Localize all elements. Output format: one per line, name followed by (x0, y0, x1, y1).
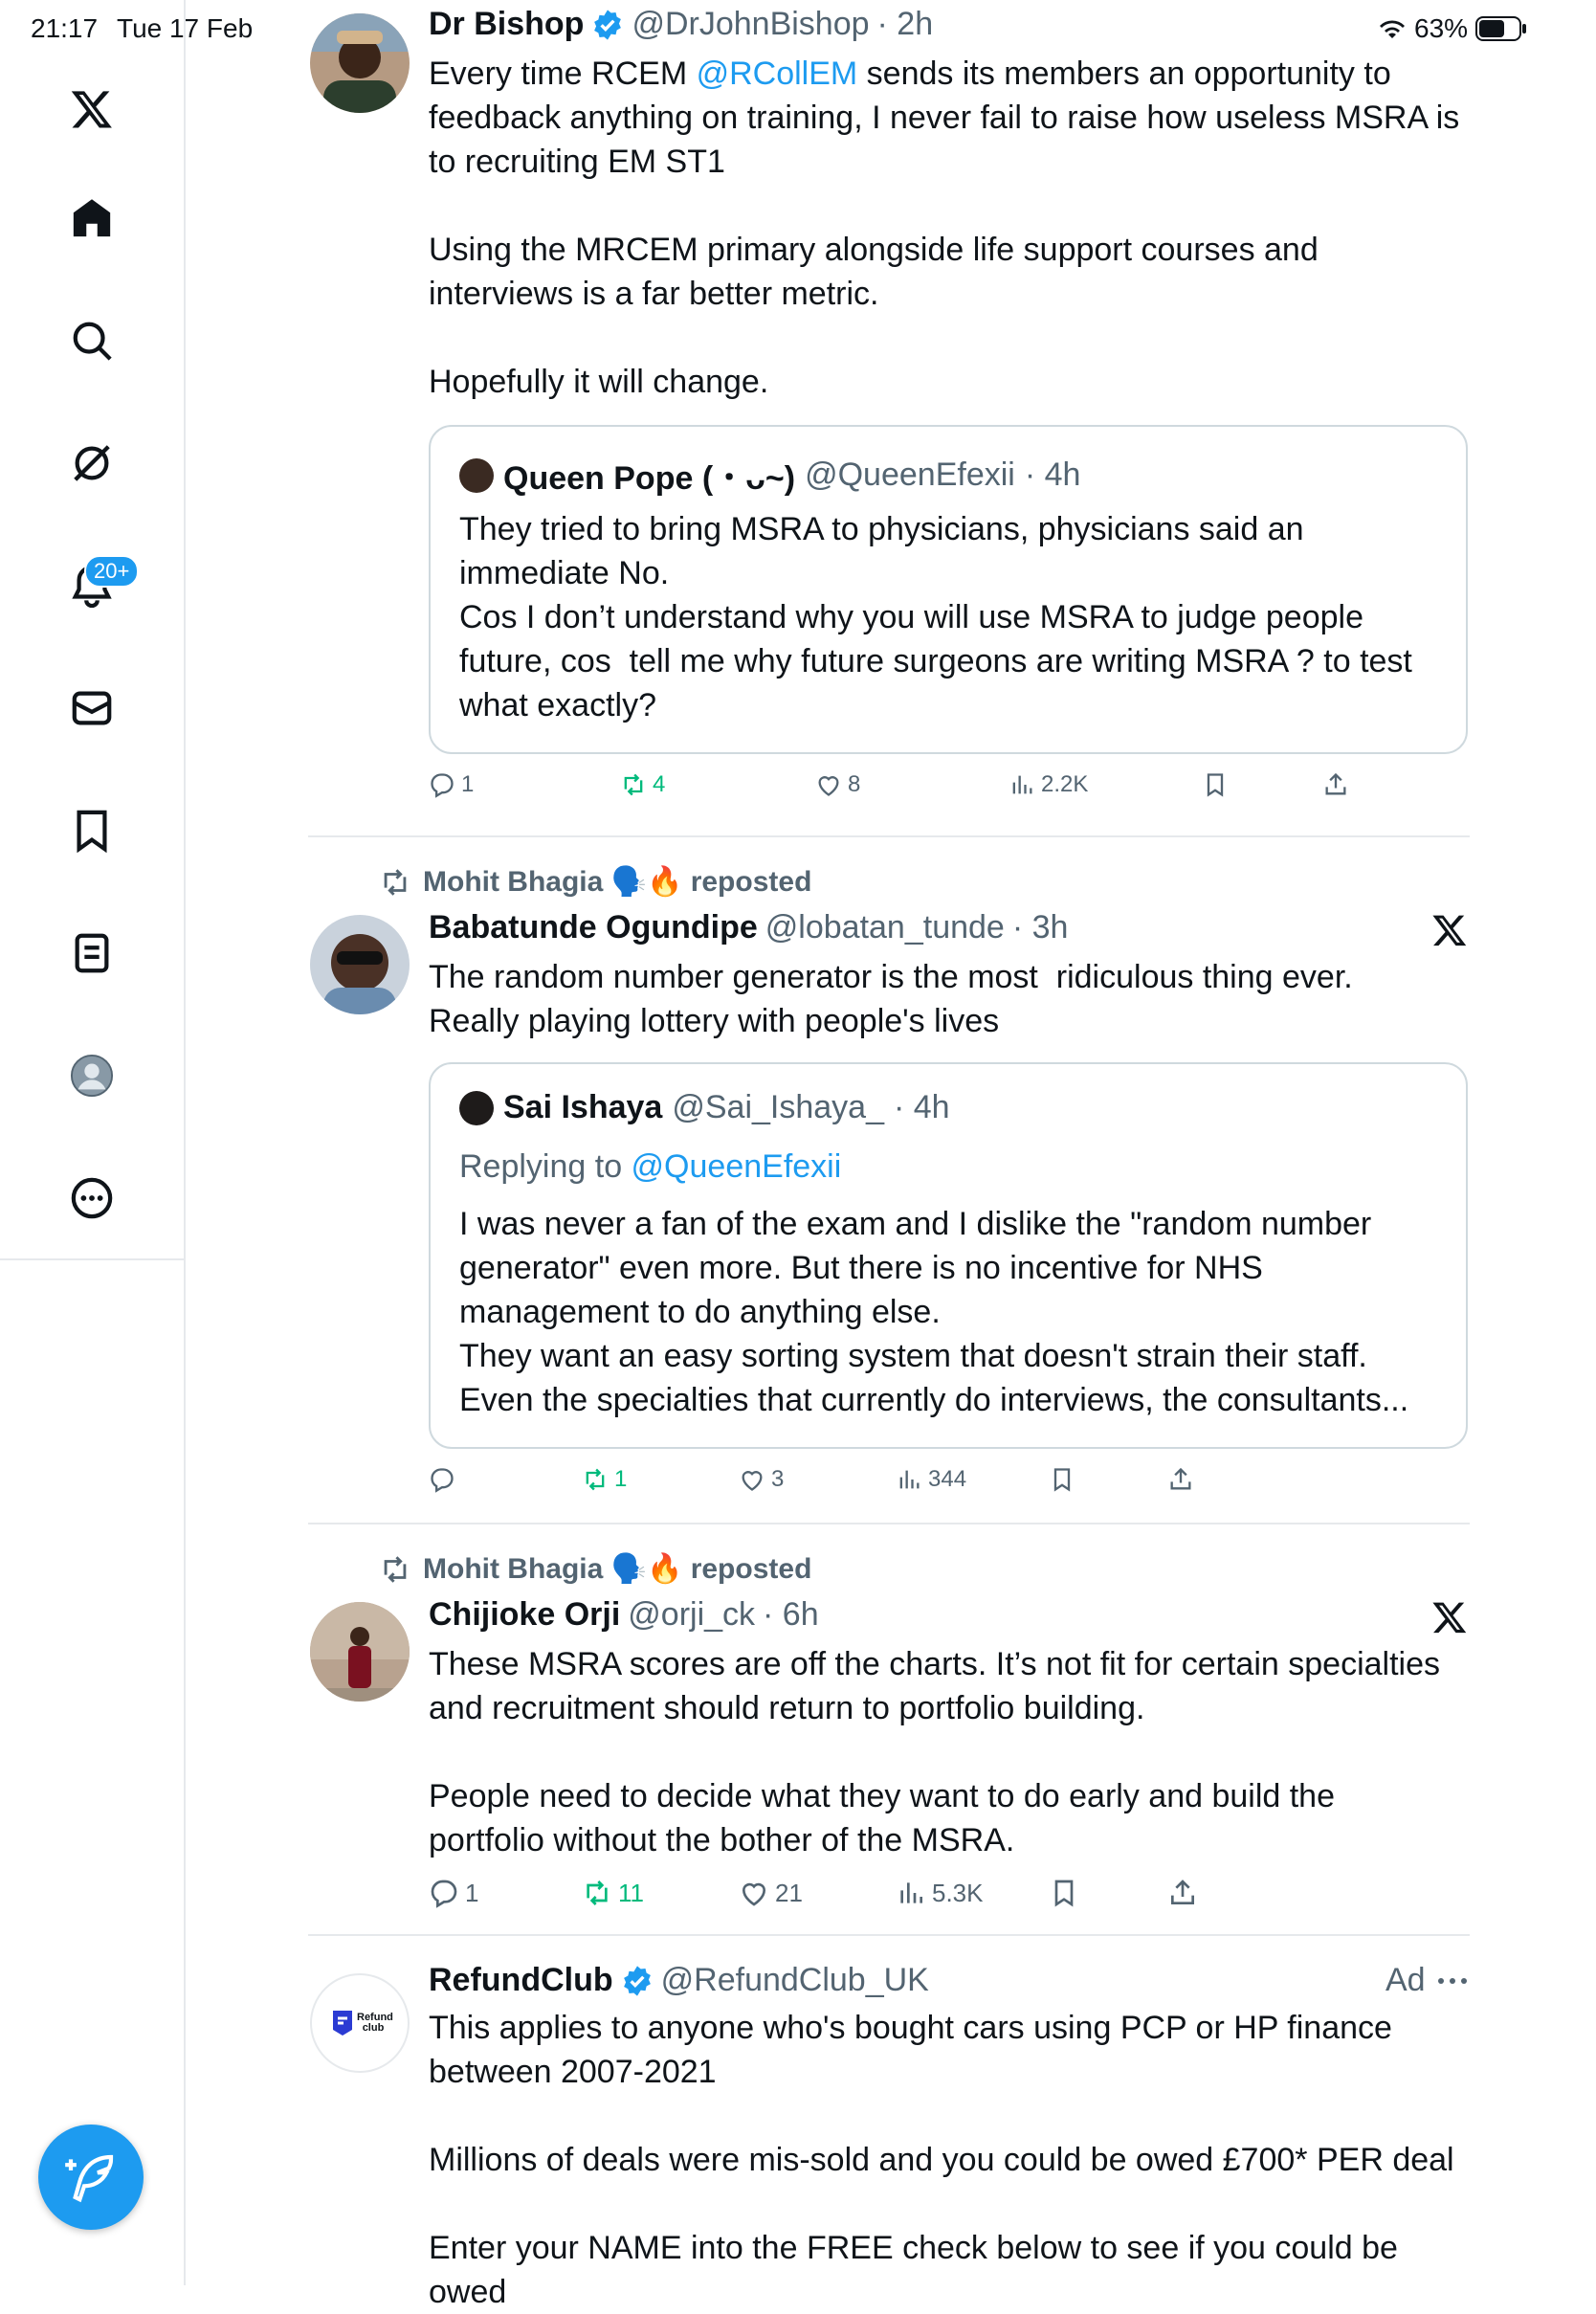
tweet-3-avatar[interactable] (310, 1602, 410, 1702)
tweet-3-text: These MSRA scores are off the charts. It’s not fit for certain specialties and recruitment should return to portfolio building. People need to decide what they want to do early and build the portfolio without the bother of the MSRA. (429, 1646, 1440, 1858)
refundclub-logo-text: Refund club (357, 2012, 393, 2034)
tweet-2-time: · 3h (1011, 909, 1069, 946)
search-icon[interactable] (67, 316, 117, 366)
status-time: 21:17 (31, 13, 99, 43)
tweet-2-quote-header (459, 1089, 950, 1126)
repost-count: 4 (653, 771, 666, 797)
tweet-1-handle[interactable]: @DrJohnBishop (632, 6, 870, 42)
tweet-1-text-after: sends its members an opportunity to feedback anything on training, I never fail to raise how useless MSRA is to recruiting EM ST1 Using the MRCEM primary alongside life support courses and interviews is a far better metric. Hopefully it will change. (429, 56, 1460, 400)
profile-avatar-icon[interactable] (67, 1051, 117, 1101)
views-chart-icon (896, 1878, 926, 1908)
tweet-4-handle[interactable]: @RefundClub_UK (660, 1962, 929, 1998)
bookmarks-icon[interactable] (67, 806, 117, 856)
repost-button[interactable] (582, 1466, 627, 1493)
x-logo-icon (1431, 1599, 1468, 1635)
views-chart-icon (896, 1466, 922, 1493)
tweet-1-time: · 2h (876, 6, 934, 42)
views-button[interactable] (896, 1466, 966, 1493)
messages-icon[interactable] (67, 683, 117, 733)
reply-button[interactable] (429, 771, 474, 798)
reply-icon (429, 1878, 459, 1908)
bookmark-button[interactable] (1049, 1466, 1075, 1493)
verified-badge-icon (591, 9, 624, 41)
reply-count: 1 (465, 1878, 479, 1907)
more-options-icon[interactable] (1437, 1975, 1468, 1987)
bookmark-button[interactable] (1049, 1878, 1079, 1908)
heart-icon (815, 771, 842, 798)
tweet-3-header (429, 1596, 819, 1634)
bookmark-icon (1202, 771, 1229, 798)
quote-time: · 4h (1024, 456, 1081, 493)
quote-replying-label: Replying to (459, 1148, 632, 1185)
repost-count: 1 (614, 1466, 628, 1492)
tweet-2-avatar[interactable] (310, 915, 410, 1014)
quote-handle: @Sai_Ishaya_ (672, 1089, 884, 1125)
tweet-divider (308, 835, 1470, 837)
tweet-2-actions (429, 1466, 1481, 1504)
share-button[interactable] (1167, 1878, 1198, 1908)
tweet-1-avatar[interactable] (310, 13, 410, 113)
quote-text: I was never a fan of the exam and I dislike the "random number generator" even more. But there is no incentive for NHS management to do anything else. They want an easy sorting system that doesn't strain their staff. Even the specialties that currently do interviews, the consultants... (459, 1206, 1409, 1418)
repost-icon (582, 1466, 609, 1493)
tweet-4-name[interactable]: RefundClub (429, 1962, 613, 1998)
tweet-2-quote[interactable] (429, 1062, 1468, 1449)
tweet-1-actions (429, 771, 1481, 810)
tweet-3-repost-by[interactable]: Mohit Bhagia 🗣️🔥 reposted (423, 1553, 812, 1585)
tweet-2-header (429, 909, 1068, 946)
reply-button[interactable] (429, 1878, 478, 1908)
tweet-2-text: The random number generator is the most ridiculous thing ever. Really playing lottery with people's lives (429, 959, 1353, 1039)
reply-icon (429, 771, 455, 798)
ad-label: Ad (1385, 1962, 1426, 1998)
bookmark-icon (1049, 1466, 1075, 1493)
refundclub-logo-icon (330, 2009, 355, 2037)
status-battery: 63% (1414, 13, 1469, 43)
status-icons (1378, 13, 1527, 44)
tweet-1-text (429, 52, 1481, 404)
tweet-3-name[interactable]: Chijioke Orji (429, 1596, 621, 1633)
tweet-divider (308, 1934, 1470, 1936)
repost-button[interactable] (582, 1878, 644, 1908)
views-count: 344 (928, 1466, 967, 1492)
quote-text: They tried to bring MSRA to physicians, physicians said an immediate No. Cos I don’t understand why you will use MSRA to judge people future, cos tell me why future surgeons are writing MSRA ? to test what exactly? (459, 511, 1412, 723)
quote-replying-to[interactable]: @QueenEfexii (631, 1148, 842, 1185)
sidebar (0, 0, 186, 1260)
tweet-3-repost-context (379, 1552, 811, 1586)
notifications-badge: 20+ (84, 555, 139, 588)
tweet-1-mention[interactable]: @RCollEM (696, 56, 858, 92)
wifi-icon (1378, 17, 1407, 40)
share-icon (1167, 1878, 1198, 1908)
tweet-1-quote[interactable] (429, 425, 1468, 754)
tweet-1-quote-header (459, 452, 1080, 499)
repost-button[interactable] (620, 771, 665, 798)
home-icon[interactable] (67, 193, 117, 243)
repost-icon (379, 1553, 411, 1586)
bookmark-button[interactable] (1202, 771, 1229, 798)
repost-count: 11 (618, 1878, 644, 1907)
status-date: Tue 17 Feb (117, 13, 254, 43)
tweet-1-name[interactable]: Dr Bishop (429, 6, 585, 42)
quote-time: · 4h (894, 1089, 950, 1125)
quote-handle: @QueenEfexii (805, 456, 1015, 493)
battery-icon (1475, 16, 1527, 41)
tweet-2-handle[interactable]: @lobatan_tunde (765, 909, 1005, 946)
tweet-2-name[interactable]: Babatunde Ogundipe (429, 909, 758, 946)
tweet-2-repost-context (379, 865, 811, 899)
like-button[interactable] (739, 1466, 784, 1493)
share-button[interactable] (1167, 1466, 1194, 1493)
x-logo-icon[interactable] (67, 84, 117, 134)
like-count: 3 (771, 1466, 785, 1492)
reply-icon (429, 1466, 455, 1493)
reply-button[interactable] (429, 1466, 455, 1493)
like-button[interactable] (815, 771, 860, 798)
like-count: 21 (775, 1878, 803, 1907)
like-button[interactable] (739, 1878, 803, 1908)
tweet-1-header (429, 6, 933, 43)
quote-name: Sai Ishaya (503, 1089, 663, 1125)
tweet-4-avatar[interactable] (310, 1973, 410, 2073)
tweet-3-time: · 6h (763, 1596, 819, 1633)
tweet-1-text-before: Every time RCEM (429, 56, 697, 92)
quote-avatar (459, 1091, 494, 1125)
like-count: 8 (848, 771, 861, 797)
compose-feather-icon (64, 2150, 118, 2204)
more-icon[interactable] (67, 1173, 117, 1223)
views-chart-icon (1009, 771, 1035, 798)
share-icon (1322, 771, 1349, 798)
tweet-3-handle[interactable]: @orji_ck (628, 1596, 756, 1633)
views-count: 5.3K (932, 1878, 984, 1907)
share-icon (1167, 1466, 1194, 1493)
views-button[interactable] (896, 1878, 984, 1908)
tweet-divider (308, 1523, 1470, 1524)
quote-name: Queen Pope (・ᴗ~) (503, 460, 796, 497)
heart-icon (739, 1878, 769, 1908)
quote-replying-line (459, 1145, 1445, 1189)
views-button[interactable] (1009, 771, 1088, 798)
reply-count: 1 (461, 771, 475, 797)
compose-button[interactable] (38, 2125, 144, 2230)
lists-icon[interactable] (67, 928, 117, 978)
tweet-3-actions (429, 1878, 1481, 1916)
bookmark-icon (1049, 1878, 1079, 1908)
quote-avatar (459, 458, 494, 493)
repost-icon (379, 866, 411, 899)
share-button[interactable] (1322, 771, 1349, 798)
repost-icon (582, 1878, 612, 1908)
tweet-4-text: This applies to anyone who's bought cars using PCP or HP finance between 2007-2021 Millions of deals were mis-sold and you could be owed £700* PER deal Enter your NAME into the FREE check below to see if you could be owed (429, 2010, 1454, 2310)
tweet-4-header (429, 1962, 929, 1999)
heart-icon (739, 1466, 765, 1493)
repost-icon (620, 771, 647, 798)
tweet-2-repost-by[interactable]: Mohit Bhagia 🗣️🔥 reposted (423, 866, 812, 898)
grok-icon[interactable] (67, 438, 117, 488)
x-logo-icon (1431, 912, 1468, 948)
views-count: 2.2K (1041, 771, 1089, 797)
verified-badge-icon (621, 1965, 654, 1997)
